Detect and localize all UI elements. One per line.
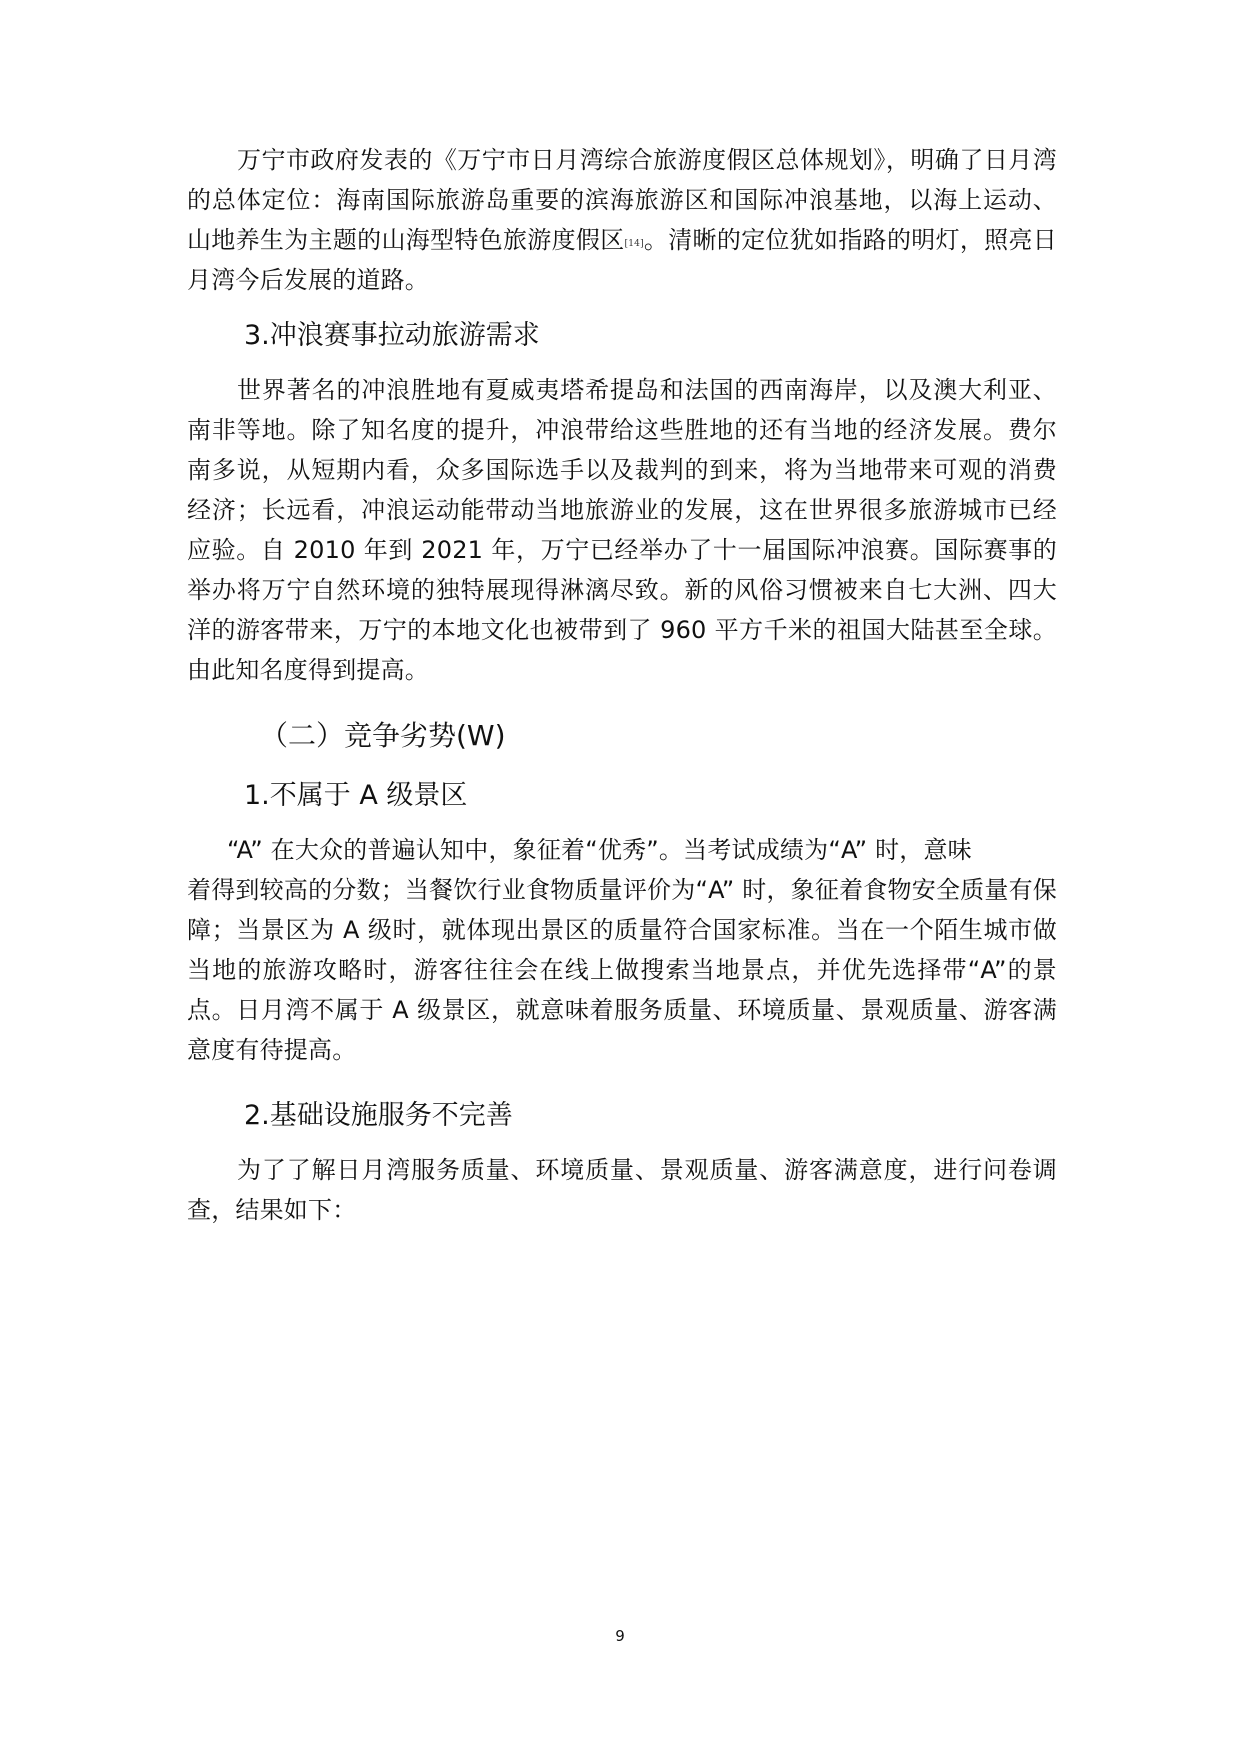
citation-reference: [14] <box>624 239 644 249</box>
paragraph-planning-positioning <box>187 140 1057 300</box>
subheading-not-a-level: 1.不属于 A 级景区 <box>244 780 468 811</box>
subheading-infrastructure: 2.基础设施服务不完善 <box>244 1100 513 1131</box>
paragraph-survey-intro: 为了了解日月湾服务质量、环境质量、景观质量、游客满意度，进行问卷调查，结果如下： <box>187 1156 1057 1224</box>
paragraph-surfing-economy: 世界著名的冲浪胜地有夏威夷塔希提岛和法国的西南海岸，以及澳大利亚、南非等地。除了知名度的提升，冲浪带给这些胜地的还有当地的经济发展。费尔南多说，从短期内看，众多国际选手以及裁判的到来，将为当地带来可观的消费经济；长远看，冲浪运动能带动当地旅游业的发展，这在世界很多旅游城市已经应验。自 2010 年到 2021 年，万宁已经举办了十一届国际冲浪赛。国际赛事的举办将万宁自然环境的独特展现得淋漓尽致。新的风俗习惯被来自七大洲、四大洋的游客带来，万宁的本地文化也被带到了 960 平方千米的祖国大陆甚至全球。由此知名度得到提高。 <box>187 376 1057 684</box>
subheading-surfing-events: 3.冲浪赛事拉动旅游需求 <box>244 320 540 351</box>
paragraph-first-line: “A” 在大众的普遍认知中，象征着“优秀”。当考试成绩为“A” 时，意味 <box>227 836 972 864</box>
paragraph-a-level-meaning <box>187 830 1057 1070</box>
paragraph-text: 。清晰的定位犹如指路的明灯，照亮日月湾今后发展的道路。 <box>187 226 1057 294</box>
page-number: 9 <box>615 1627 625 1645</box>
section-heading-weaknesses: （二）竞争劣势(W) <box>260 719 506 752</box>
paragraph-continuation: 着得到较高的分数；当餐饮行业食物质量评价为“A” 时，象征着食物安全质量有保障；当景区为 A 级时，就体现出景区的质量符合国家标准。当在一个陌生城市做当地的旅游攻略时，游客往往会在线上做搜索当地景点，并优先选择带“A”的景点。日月湾不属于 A 级景区，就意味着服务质量、环境质量、景观质量、游客满意度有待提高。 <box>187 876 1057 1064</box>
paragraph-text: 万宁市政府发表的《万宁市日月湾综合旅游度假区总体规划》，明确了日月湾的总体定位：海南国际旅游岛重要的滨海旅游区和国际冲浪基地，以海上运动、山地养生为主题的山海型特色旅游度假区 <box>187 146 1057 254</box>
